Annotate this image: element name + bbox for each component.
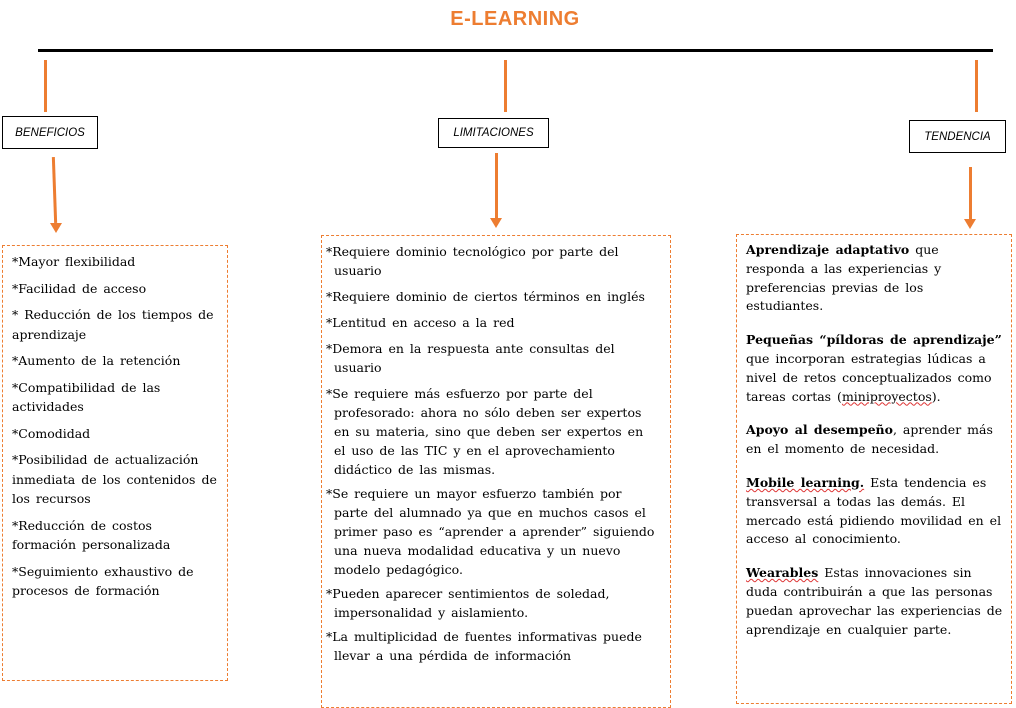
tendencia-item-title: Apoyo al desempeño [746, 422, 893, 438]
box-limitaciones [321, 235, 671, 708]
arrow-shaft-beneficios [52, 157, 57, 223]
arrow-head-tendencia [964, 219, 976, 229]
box-beneficios [2, 245, 228, 681]
limitacion-item: *Requiere dominio tecnológico por parte del usuario [326, 244, 619, 278]
limitacion-item: *Se requiere un mayor esfuerzo también por parte del alumnado ya que en muchos casos el primer paso es “aprender a aprender” siguiendo una nueva modalidad educativa y un nuevo modelo pedagógico. [326, 486, 655, 577]
tendencia-item [746, 241, 1003, 316]
limitacion-item: *Demora en la respuesta ante consultas del usuario [326, 341, 615, 375]
limitacion-item: *Requiere dominio de ciertos términos en inglés [326, 289, 645, 304]
connector-limitaciones-top [504, 60, 507, 112]
arrow-head-beneficios [50, 223, 62, 233]
tendencia-item-text: que responda a las experiencias y preferencias previas de los estudiantes. [746, 242, 942, 314]
tendencia-item-text: Estas innovaciones sin duda contribuirán a que las personas puedan aprovechar las experiencias de aprendizaje en cualquier parte. [746, 565, 1003, 637]
beneficio-item: *Mayor flexibilidad [12, 254, 136, 269]
tendencia-item-spellcheck-word: miniproyectos [841, 388, 932, 404]
beneficio-item: *Comodidad [12, 425, 91, 441]
connector-tendencia-top [975, 60, 978, 112]
horizontal-connector-line [38, 49, 993, 52]
tendencia-item-title: Wearables [746, 565, 819, 581]
connector-beneficios-top [44, 60, 47, 112]
tendencia-item-text: Esta tendencia es transversal a todas las demás. El mercado está pidiendo movilidad en el acceso al conocimiento. [746, 474, 1002, 547]
limitacion-item: *Pueden aparecer sentimientos de soledad, impersonalidad y aislamiento. [326, 586, 610, 620]
header-beneficios [2, 116, 98, 149]
tendencia-item [746, 331, 1003, 406]
tendencia-item-title: Aprendizaje adaptativo [746, 242, 910, 257]
arrow-shaft-tendencia [969, 167, 972, 220]
limitacion-item: *La multiplicidad de fuentes informativas puede llevar a una pérdida de información [326, 629, 642, 663]
beneficio-item: *Facilidad de acceso [12, 280, 147, 296]
header-tendencia [909, 120, 1006, 153]
beneficio-item: *Aumento de la retención [12, 353, 181, 368]
tendencia-item-text: que incorporan estrategias lúdicas a nivel de retos conceptualizados como tareas cortas ( [746, 350, 992, 404]
tendencia-item-text: , aprender más en el momento de necesidad. [746, 422, 993, 457]
tendencia-item-text-tail: ). [931, 388, 941, 404]
header-limitaciones [438, 118, 549, 148]
beneficio-item: *Compatibilidad de las actividades [12, 379, 161, 414]
tendencia-item [746, 564, 1003, 639]
arrow-head-limitaciones [490, 218, 502, 228]
header-tendencia-label: TENDENCIA [924, 130, 991, 143]
beneficio-item: *Posibilidad de actualización inmediata de los contenidos de los recursos [12, 452, 217, 506]
tendencia-item [746, 421, 1003, 459]
limitacion-item: *Lentitud en acceso a la red [326, 315, 515, 330]
beneficio-item: * Reducción de los tiempos de aprendizaje [12, 307, 214, 342]
tendencia-item-title: Pequeñas “píldoras de aprendizaje” [746, 332, 1002, 348]
diagram-title: E-LEARNING [450, 8, 580, 30]
beneficio-item: *Reducción de costos formación personalizada [12, 517, 171, 552]
beneficio-item: *Seguimiento exhaustivo de procesos de formación [12, 563, 194, 598]
arrow-shaft-limitaciones [495, 153, 498, 219]
header-beneficios-label: BENEFICIOS [15, 126, 85, 139]
limitacion-item: *Se requiere más esfuerzo por parte del profesorado: ahora no sólo deben ser expertos en su materia, sino que deben ser expertos en el uso de las TIC y en el aprovechamiento didáctico de las mismas. [326, 386, 644, 477]
tendencia-item [746, 474, 1003, 549]
header-limitaciones-label: LIMITACIONES [453, 127, 534, 139]
box-tendencia [736, 234, 1012, 704]
tendencia-item-title: Mobile learning. [746, 474, 865, 490]
